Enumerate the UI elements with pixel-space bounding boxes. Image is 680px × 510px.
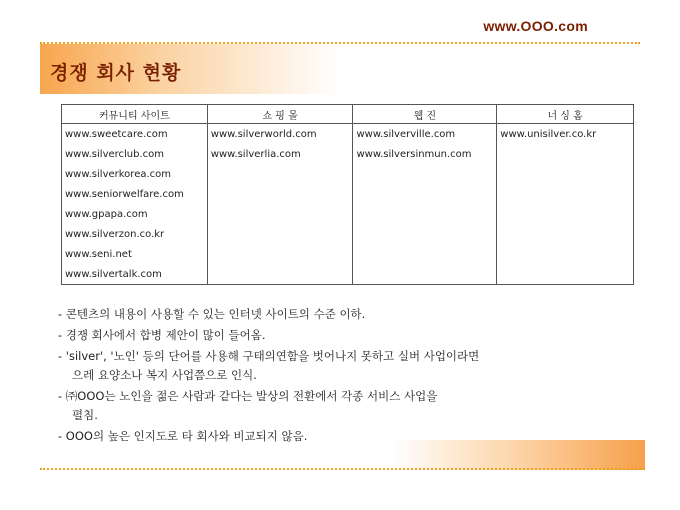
- list-item-text: - OOO의 높은 인지도로 타 회사와 비교되지 않음.: [58, 429, 308, 443]
- list-item: [58, 305, 658, 324]
- table-cell: www.sweetcare.com: [62, 124, 208, 145]
- table-cell: [207, 264, 353, 285]
- table-cell: [207, 244, 353, 264]
- table-cell: [353, 164, 497, 184]
- table-cell: [207, 184, 353, 204]
- table-cell: [497, 144, 634, 164]
- table-cell: [207, 204, 353, 224]
- list-item-continuation: 펼침.: [72, 408, 98, 422]
- table-cell: [353, 204, 497, 224]
- list-item: [58, 387, 658, 425]
- table-cell: www.silverworld.com: [207, 124, 353, 145]
- table-cell: [353, 224, 497, 244]
- table-header-row: [62, 105, 634, 124]
- bottom-dotted-rule: [40, 468, 645, 470]
- table-row: [62, 164, 634, 184]
- column-header-community: 커뮤니티 사이트: [62, 105, 208, 124]
- table-cell: [207, 164, 353, 184]
- table-row: [62, 244, 634, 264]
- list-item-continuation: 으레 요양소나 복지 사업쯤으로 인식.: [72, 368, 257, 382]
- table-row: [62, 184, 634, 204]
- table-cell: [497, 164, 634, 184]
- page-title: 경쟁 회사 현황: [50, 62, 182, 84]
- list-item-text: - 경쟁 회사에서 합병 제안이 많이 들어옴.: [58, 328, 266, 342]
- findings-list: [58, 305, 658, 448]
- table-cell: www.silversinmun.com: [353, 144, 497, 164]
- table-cell: www.silverclub.com: [62, 144, 208, 164]
- table-row: [62, 124, 634, 145]
- table-cell: [497, 184, 634, 204]
- table-cell: www.seniorwelfare.com: [62, 184, 208, 204]
- table-row: [62, 264, 634, 285]
- table-cell: [353, 184, 497, 204]
- table-cell: www.silverville.com: [353, 124, 497, 145]
- site-url: www.OOO.com: [483, 18, 588, 34]
- list-item-text: - 콘텐츠의 내용이 사용할 수 있는 인터넷 사이트의 수준 이하.: [58, 307, 366, 321]
- table-cell: [353, 244, 497, 264]
- table-row: [62, 224, 634, 244]
- table-cell: www.silvertalk.com: [62, 264, 208, 285]
- table-cell: www.unisilver.co.kr: [497, 124, 634, 145]
- table-row: [62, 204, 634, 224]
- column-header-shopping-mall: 쇼 핑 몰: [207, 105, 353, 124]
- table-cell: [353, 264, 497, 285]
- list-item: [58, 347, 658, 385]
- bottom-gradient-band: [390, 440, 645, 470]
- table-cell: [497, 264, 634, 285]
- table-cell: [497, 244, 634, 264]
- competitor-table: [61, 104, 634, 285]
- column-header-nursing-home: 너 싱 홈: [497, 105, 634, 124]
- table-cell: www.silverkorea.com: [62, 164, 208, 184]
- list-item-text: - ㈜OOO는 노인을 젊은 사람과 같다는 발상의 전환에서 각종 서비스 사업을: [58, 389, 438, 403]
- table-cell: www.silverzon.co.kr: [62, 224, 208, 244]
- table-cell: www.silverlia.com: [207, 144, 353, 164]
- table-cell: www.gpapa.com: [62, 204, 208, 224]
- list-item-text: - 'silver', '노인' 등의 단어를 사용해 구태의연함을 벗어나지 못하고 실버 사업이라면: [58, 349, 480, 363]
- list-item: [58, 326, 658, 345]
- table-cell: [207, 224, 353, 244]
- table-cell: [497, 204, 634, 224]
- table-cell: [497, 224, 634, 244]
- column-header-webzine: 웹 진: [353, 105, 497, 124]
- table-row: [62, 144, 634, 164]
- table-cell: www.seni.net: [62, 244, 208, 264]
